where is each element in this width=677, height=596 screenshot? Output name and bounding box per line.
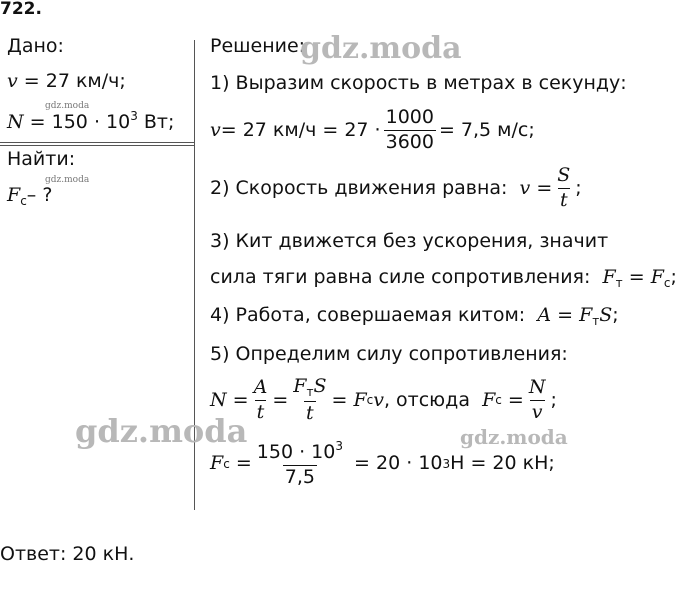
fraction-150e3-over-7.5: $\frac{150 \cdot 10^3}{7,5}$ xyxy=(256,439,343,488)
solution-heading: Решение: xyxy=(210,35,306,57)
given-velocity xyxy=(7,72,126,91)
watermark-small-1: gdz.moda xyxy=(45,101,90,111)
step-3-text-a: 3) Кит движется без ускорения, значит xyxy=(210,230,609,252)
power-symbol: N xyxy=(7,111,24,133)
fraction-s-over-t: $\frac{S}{t}$ xyxy=(557,164,571,211)
equation-2: 2) Скорость движения равна: v = $\frac{S}{t}$ ; xyxy=(210,164,582,211)
step-1-text: 1) Выразим скорость в метрах в секунду: xyxy=(210,72,627,94)
power-unit: Вт; xyxy=(137,111,175,133)
watermark-logo-right: gdz.moda xyxy=(460,425,568,449)
watermark-small-2: gdz.moda xyxy=(45,175,90,185)
velocity-symbol: v xyxy=(7,70,18,92)
fraction-n-over-v: $\frac{N}{v}$ xyxy=(528,375,546,423)
fraction-1000-3600: $\frac{1000}{3600}$ xyxy=(385,106,434,153)
given-divider-top xyxy=(0,142,194,143)
equation-6: F c = $\frac{150 \cdot 10^3}{7,5}$ = 20 · 10 3 Н = 20 кН; xyxy=(210,439,555,488)
answer: Ответ: 20 кН. xyxy=(0,543,135,565)
velocity-value: = 27 км/ч; xyxy=(17,70,126,92)
watermark-logo-left: gdz.moda xyxy=(75,412,248,450)
equation-3: сила тяги равна силе сопротивления: $F_т = F_c$; xyxy=(210,266,677,290)
find-quantity: $F_c-$ ? xyxy=(7,184,53,208)
step-5-text: 5) Определим силу сопротивления: xyxy=(210,343,568,365)
equation-1: v = 27 км/ч = 27 · $\frac{1000}{3600}$ = 7,5 м/с; xyxy=(210,106,535,153)
equation-5: N = $\frac{A}{t}$ = $\frac{F_тS}{t}$ = F c v , отсюда F c = $\frac{N}{v}$ ; xyxy=(210,375,557,424)
fraction-a-over-t: $\frac{A}{t}$ xyxy=(253,375,268,423)
fraction-fs-over-t: $\frac{F_тS}{t}$ xyxy=(293,375,327,424)
power-value: 150 xyxy=(51,111,88,133)
problem-number: 722. xyxy=(0,0,42,19)
given-divider-bottom xyxy=(0,145,194,146)
equation-4: 4) Работа, совершаемая китом: $A = F_тS$; xyxy=(210,304,619,328)
find-heading: Найти: xyxy=(7,148,76,170)
watermark-logo-top: gdz.moda xyxy=(300,31,462,66)
given-power: $N = 150 \cdot 10^3$ Вт; xyxy=(7,109,175,133)
given-heading: Дано: xyxy=(7,35,64,57)
